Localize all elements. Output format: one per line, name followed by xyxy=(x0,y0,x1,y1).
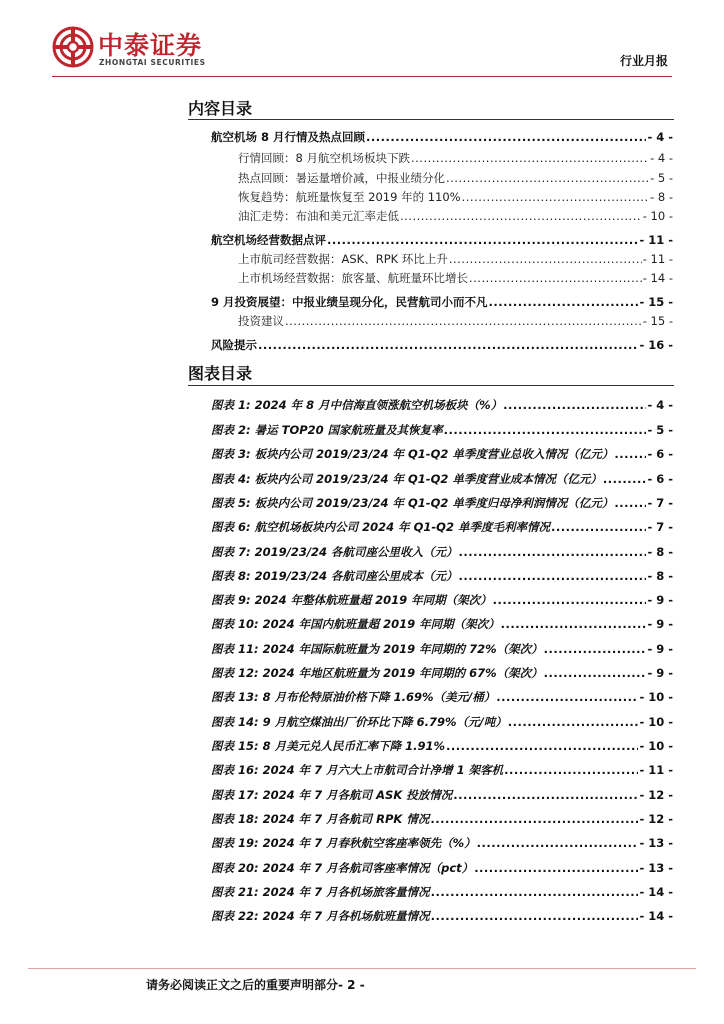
toc-entry[interactable] xyxy=(238,206,673,226)
figure-entry[interactable] xyxy=(211,833,673,853)
figure-entry[interactable] xyxy=(211,493,673,513)
toc-entry[interactable] xyxy=(211,127,673,147)
figure-entry-page: - 9 - xyxy=(647,642,673,656)
footer-divider xyxy=(28,968,696,969)
toc-entry-page: - 4 - xyxy=(647,130,673,144)
figure-entry-text: 图表 10: 2024 年国内航班量超 2019 年同期（架次） xyxy=(211,617,500,631)
toc-entry[interactable] xyxy=(238,311,673,331)
toc-entry[interactable] xyxy=(211,230,673,250)
company-name-cn: 中泰证券 xyxy=(98,31,203,60)
figure-entry-text: 图表 17: 2024 年 7 月各航司 ASK 投放情况 xyxy=(211,788,453,802)
toc-entry-text: 上市机场经营数据：旅客量、航班量环比增长 xyxy=(238,271,468,285)
figure-entry-page: - 6 - xyxy=(647,472,673,486)
figure-entry-text: 图表 21: 2024 年 7 月各机场旅客量情况 xyxy=(211,885,430,899)
footer-page-number: - 2 - xyxy=(338,978,365,992)
figure-entry-page: - 13 - xyxy=(639,836,673,850)
figure-entry-page: - 5 - xyxy=(647,423,673,437)
figure-entry[interactable] xyxy=(211,906,673,926)
figure-entry-text: 图表 3: 板块内公司 2019/23/24 年 Q1-Q2 单季度营业总收入情况（亿元） xyxy=(211,447,614,461)
toc-entry-text: 航空机场经营数据点评 xyxy=(211,233,326,247)
figure-entry-text: 图表 5: 板块内公司 2019/23/24 年 Q1-Q2 单季度归母净利润情况（亿元） xyxy=(211,496,614,510)
figure-entry-page: - 6 - xyxy=(647,447,673,461)
toc-entry-text: 油汇走势：布油和美元汇率走低 xyxy=(238,209,399,223)
figure-entry-page: - 8 - xyxy=(647,569,673,583)
figure-entry-page: - 10 - xyxy=(639,690,673,704)
figure-entry[interactable] xyxy=(211,687,673,707)
toc-entry-text: 上市航司经营数据：ASK、RPK 环比上升 xyxy=(238,252,448,266)
toc-entry[interactable] xyxy=(238,249,673,269)
figure-entry-page: - 12 - xyxy=(639,812,673,826)
toc-entry-text: 热点回顾：暑运量增价减，中报业绩分化 xyxy=(238,171,445,185)
figure-entry-text: 图表 6: 航空机场板块内公司 2024 年 Q1-Q2 单季度毛利率情况 xyxy=(211,520,550,534)
figure-entry-page: - 9 - xyxy=(647,593,673,607)
figure-entry-page: - 8 - xyxy=(647,545,673,559)
figure-entry-page: - 9 - xyxy=(647,617,673,631)
toc-entry-page: - 5 - xyxy=(650,171,673,185)
figure-entry-page: - 10 - xyxy=(639,715,673,729)
toc-entry-text: 恢复趋势：航班量恢复至 2019 年的 110% xyxy=(238,190,461,204)
figure-entry-text: 图表 12: 2024 年地区航班量为 2019 年同期的 67%（架次） xyxy=(211,666,543,680)
toc-entry-page: - 4 - xyxy=(650,151,673,165)
figure-entry-page: - 13 - xyxy=(639,861,673,875)
figure-entry-text: 图表 7: 2019/23/24 各航司座公里收入（元） xyxy=(211,545,458,559)
toc-entry-page: - 11 - xyxy=(639,233,673,247)
figure-entry-text: 图表 4: 板块内公司 2019/23/24 年 Q1-Q2 单季度营业成本情况（亿元） xyxy=(211,472,602,486)
toc-entry-page: - 15 - xyxy=(642,314,673,328)
figure-entry[interactable] xyxy=(211,882,673,902)
figure-entry-page: - 7 - xyxy=(647,496,673,510)
toc-entry[interactable] xyxy=(238,148,673,168)
figure-entry[interactable] xyxy=(211,809,673,829)
figure-entry-text: 图表 22: 2024 年 7 月各机场航班量情况 xyxy=(211,909,430,923)
figure-entry-text: 图表 14: 9 月航空煤油出厂价环比下降 6.79%（元/吨） xyxy=(211,715,507,729)
toc-entry-text: 行情回顾：8 月航空机场板块下跌 xyxy=(238,151,410,165)
contents-divider xyxy=(188,119,674,120)
figure-entry[interactable] xyxy=(211,517,673,537)
toc-entry[interactable] xyxy=(211,335,673,355)
figure-entry-text: 图表 18: 2024 年 7 月各航司 RPK 情况 xyxy=(211,812,430,826)
toc-entry-page: - 8 - xyxy=(650,190,673,204)
figure-entry[interactable] xyxy=(211,420,673,440)
figure-entry-text: 图表 2: 暑运 TOP20 国家航班量及其恢复率 xyxy=(211,423,443,437)
contents-title: 内容目录 xyxy=(188,99,253,118)
figure-entry-text: 图表 11: 2024 年国际航班量为 2019 年同期的 72%（架次） xyxy=(211,642,543,656)
figure-entry[interactable] xyxy=(211,469,673,489)
company-name-en: ZHONGTAI SECURITIES xyxy=(99,58,206,67)
figure-entry-page: - 10 - xyxy=(639,739,673,753)
toc-entry-text: 航空机场 8 月行情及热点回顾 xyxy=(211,130,366,144)
figure-entry[interactable] xyxy=(211,858,673,878)
figure-entry-text: 图表 13: 8 月布伦特原油价格下降 1.69%（美元/桶） xyxy=(211,690,496,704)
figure-entry-page: - 12 - xyxy=(639,788,673,802)
figure-entry-page: - 14 - xyxy=(639,909,673,923)
figure-entry[interactable] xyxy=(211,395,673,415)
figure-entry-page: - 7 - xyxy=(647,520,673,534)
zhongtai-logo-icon xyxy=(52,26,94,68)
company-logo xyxy=(52,26,230,74)
figure-entry-text: 图表 15: 8 月美元兑人民币汇率下降 1.91% xyxy=(211,739,446,753)
figure-entry-text: 图表 9: 2024 年整体航班量超 2019 年同期（架次） xyxy=(211,593,492,607)
figure-entry[interactable] xyxy=(211,639,673,659)
figure-entry[interactable] xyxy=(211,663,673,683)
toc-entry-text: 风险提示 xyxy=(211,338,257,352)
figure-entry[interactable] xyxy=(211,590,673,610)
figure-entry-page: - 11 - xyxy=(639,763,673,777)
toc-entry-text: 9 月投资展望：中报业绩呈现分化，民营航司小而不凡 xyxy=(211,295,488,309)
header-divider xyxy=(52,76,672,77)
toc-entry-page: - 16 - xyxy=(639,338,673,352)
report-type: 行业月报 xyxy=(619,54,668,68)
toc-entry-page: - 14 - xyxy=(642,271,673,285)
figure-entry-page: - 4 - xyxy=(647,398,673,412)
toc-entry-text: 投资建议 xyxy=(238,314,284,328)
figure-entry-page: - 9 - xyxy=(647,666,673,680)
toc-entry[interactable] xyxy=(238,168,673,188)
figure-entry-text: 图表 1: 2024 年 8 月中信海直领涨航空机场板块（%） xyxy=(211,398,503,412)
figure-entry-text: 图表 20: 2024 年 7 月各航司客座率情况（pct） xyxy=(211,861,474,875)
figure-entry-text: 图表 19: 2024 年 7 月春秋航空客座率领先（%） xyxy=(211,836,476,850)
figure-entry[interactable] xyxy=(211,566,673,586)
toc-entry[interactable] xyxy=(238,187,673,207)
figures-divider xyxy=(188,385,674,386)
figure-entry-text: 图表 16: 2024 年 7 月六大上市航司合计净增 1 架客机 xyxy=(211,763,504,777)
toc-entry[interactable] xyxy=(211,292,673,312)
figure-entry[interactable] xyxy=(211,614,673,634)
toc-entry-page: - 11 - xyxy=(642,252,673,266)
toc-entry-page: - 15 - xyxy=(639,295,673,309)
page-footer xyxy=(146,976,365,993)
figures-title: 图表目录 xyxy=(188,364,253,383)
page-header xyxy=(0,0,724,80)
figure-entry-page: - 14 - xyxy=(639,885,673,899)
figure-entry-text: 图表 8: 2019/23/24 各航司座公里成本（元） xyxy=(211,569,458,583)
toc-entry-page: - 10 - xyxy=(642,209,673,223)
footer-disclaimer: 请务必阅读正文之后的重要声明部分 xyxy=(146,978,339,992)
figure-entry[interactable] xyxy=(211,736,673,756)
toc-entry[interactable] xyxy=(238,268,673,288)
figure-entry[interactable] xyxy=(211,785,673,805)
figure-entry[interactable] xyxy=(211,444,673,464)
figure-entry[interactable] xyxy=(211,760,673,780)
figure-entry[interactable] xyxy=(211,712,673,732)
figure-entry[interactable] xyxy=(211,542,673,562)
